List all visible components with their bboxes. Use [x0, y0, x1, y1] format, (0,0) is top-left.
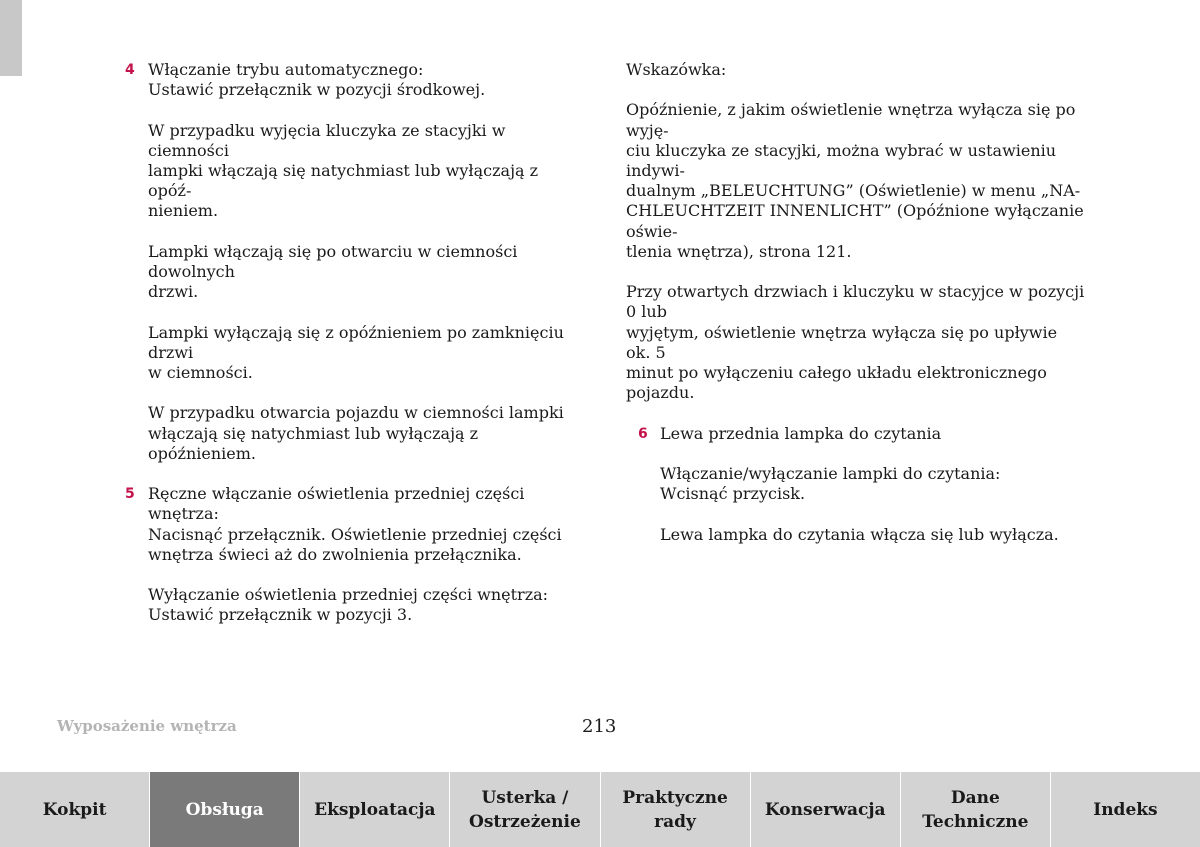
edge-tab [0, 0, 22, 76]
note-title: Wskazówka: [626, 60, 727, 79]
item-4-para-5: W przypadku otwarcia pojazdu w ciemności lampki włączają się natychmiast lub wyłączają z opóźnieniem. [148, 403, 564, 463]
item-number: 4 [125, 62, 135, 78]
nav-kokpit-button[interactable]: Kokpit [0, 772, 150, 847]
note-para-2: Przy otwartych drzwiach i kluczyku w stacyjce w pozycji 0 lub wyjętym, oświetlenie wnętrza wyłącza się po upływie ok. 5 minut po wyłączeniu całego układu elektronicznego pojazdu. [626, 282, 1085, 403]
item-6-title: Lewa przednia lampka do czytania [660, 423, 942, 443]
note-para-1: Opóźnienie, z jakim oświetlenie wnętrza wyłącza się po wyję- ciu kluczyka ze stacyjki, można wybrać w ustawieniu indywi- dualnym „BELEUCHTUNG” (Oświetlenie) w menu „NA- CHLEUCHTZEIT INNENLICHT” (Opóźnione wyłączanie oświe- tlenia wnętrza), strona 121. [626, 100, 1084, 261]
item-4-para-2: W przypadku wyjęcia kluczyka ze stacyjki w ciemności lampki włączają się natychmiast lub wyłączają z opóź- nieniem. [148, 120, 539, 221]
bottom-navigation [0, 772, 1200, 847]
nav-konserwacja-button[interactable]: Konserwacja [751, 772, 901, 847]
nav-obsluga-button[interactable]: Obsługa [150, 772, 300, 847]
item-4-para-4: Lampki wyłączają się z opóźnieniem po zamknięciu drzwi w ciemności. [148, 322, 564, 382]
right-column [626, 60, 1086, 565]
nav-praktyczne-rady-button[interactable]: Praktyczne rady [601, 772, 751, 847]
section-title: Wyposażenie wnętrza [57, 717, 237, 735]
item-4-intro: Włączanie trybu automatycznego: Ustawić przełącznik w pozycji środkowej. [148, 60, 486, 100]
left-column [125, 60, 580, 646]
item-4 [125, 60, 580, 464]
page-number: 213 [582, 716, 617, 737]
item-6-para-1: Włączanie/wyłączanie lampki do czytania: Wcisnąć przycisk. [660, 464, 1001, 504]
nav-dane-techniczne-button[interactable]: Dane Techniczne [901, 772, 1051, 847]
item-5 [125, 484, 580, 625]
nav-eksploatacja-button[interactable]: Eksploatacja [300, 772, 450, 847]
item-number: 5 [125, 486, 135, 503]
item-6 [626, 424, 1086, 545]
nav-usterka-button[interactable]: Usterka / Ostrzeżenie [450, 772, 600, 847]
item-number: 6 [638, 425, 648, 442]
item-6-para-2: Lewa lampka do czytania włącza się lub wyłącza. [660, 524, 1059, 544]
item-4-para-3: Lampki włączają się po otwarciu w ciemności dowolnych drzwi. [148, 241, 518, 302]
item-5-para-1: Ręczne włączanie oświetlenia przedniej części wnętrza: Nacisnąć przełącznik. Oświetlenie przedniej części wnętrza świeci aż do zwolnienia przełącznika. [148, 484, 562, 564]
nav-indeks-button[interactable]: Indeks [1051, 772, 1200, 847]
item-5-para-2: Wyłączanie oświetlenia przedniej części wnętrza: Ustawić przełącznik w pozycji 3. [148, 585, 549, 625]
